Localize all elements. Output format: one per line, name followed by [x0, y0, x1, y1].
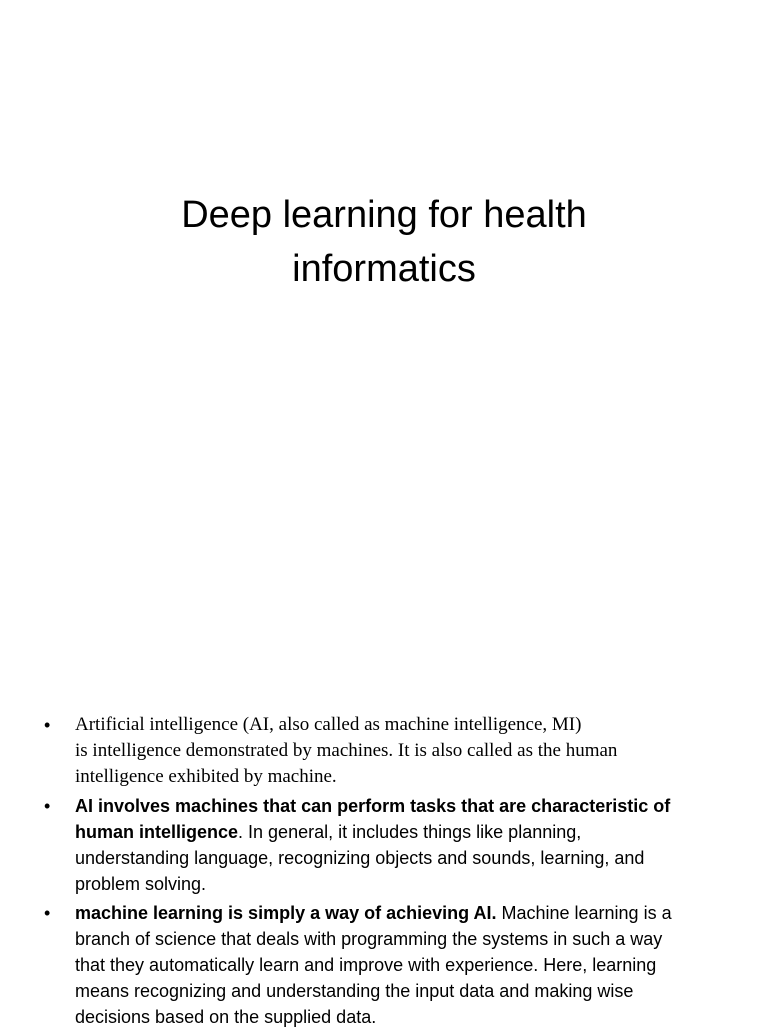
bullet-text-line: branch of science that deals with programming the systems in such a way: [75, 929, 663, 949]
bullet-marker: •: [44, 796, 51, 816]
bullet-text-line: is intelligence demonstrated by machines. It is also called as the human: [75, 740, 618, 761]
bullet-text-line: means recognizing and understanding the input data and making wise: [75, 981, 634, 1001]
bullet-item-ai-involves: [44, 793, 724, 897]
slide-title-line-1: Deep learning for health: [181, 194, 587, 236]
bullet-text-line-bold: AI involves machines that can perform tasks that are characteristic of: [75, 796, 671, 816]
bullet-text-line: intelligence exhibited by machine.: [75, 766, 337, 787]
bullet-marker: •: [44, 715, 51, 735]
slide-title-line-2: informatics: [292, 248, 476, 290]
bullet-item-ai-definition: [44, 712, 724, 790]
bullet-text-line: [75, 900, 724, 926]
bullet-text-rest: . In general, it includes things like planning,: [238, 822, 582, 842]
bullet-list: [44, 712, 724, 1033]
bullet-item-machine-learning: [44, 900, 724, 1030]
bullet-text-line: problem solving.: [75, 874, 207, 894]
bullet-text-line: Artificial intelligence (AI, also called as machine intelligence, MI): [75, 714, 582, 735]
bullet-text-rest: Machine learning is a: [496, 903, 672, 923]
bullet-text-bold: human intelligence: [75, 822, 239, 842]
bullet-text-line: that they automatically learn and improve with experience. Here, learning: [75, 955, 657, 975]
bullet-marker: •: [44, 903, 51, 923]
slide-title-area: [40, 188, 728, 296]
bullet-text-line: decisions based on the supplied data.: [75, 1007, 377, 1027]
bullet-text-bold: machine learning is simply a way of achieving AI.: [75, 903, 497, 923]
bullet-text-line: [75, 819, 724, 845]
slide-title: [40, 188, 728, 296]
bullet-text-line: understanding language, recognizing objects and sounds, learning, and: [75, 848, 645, 868]
